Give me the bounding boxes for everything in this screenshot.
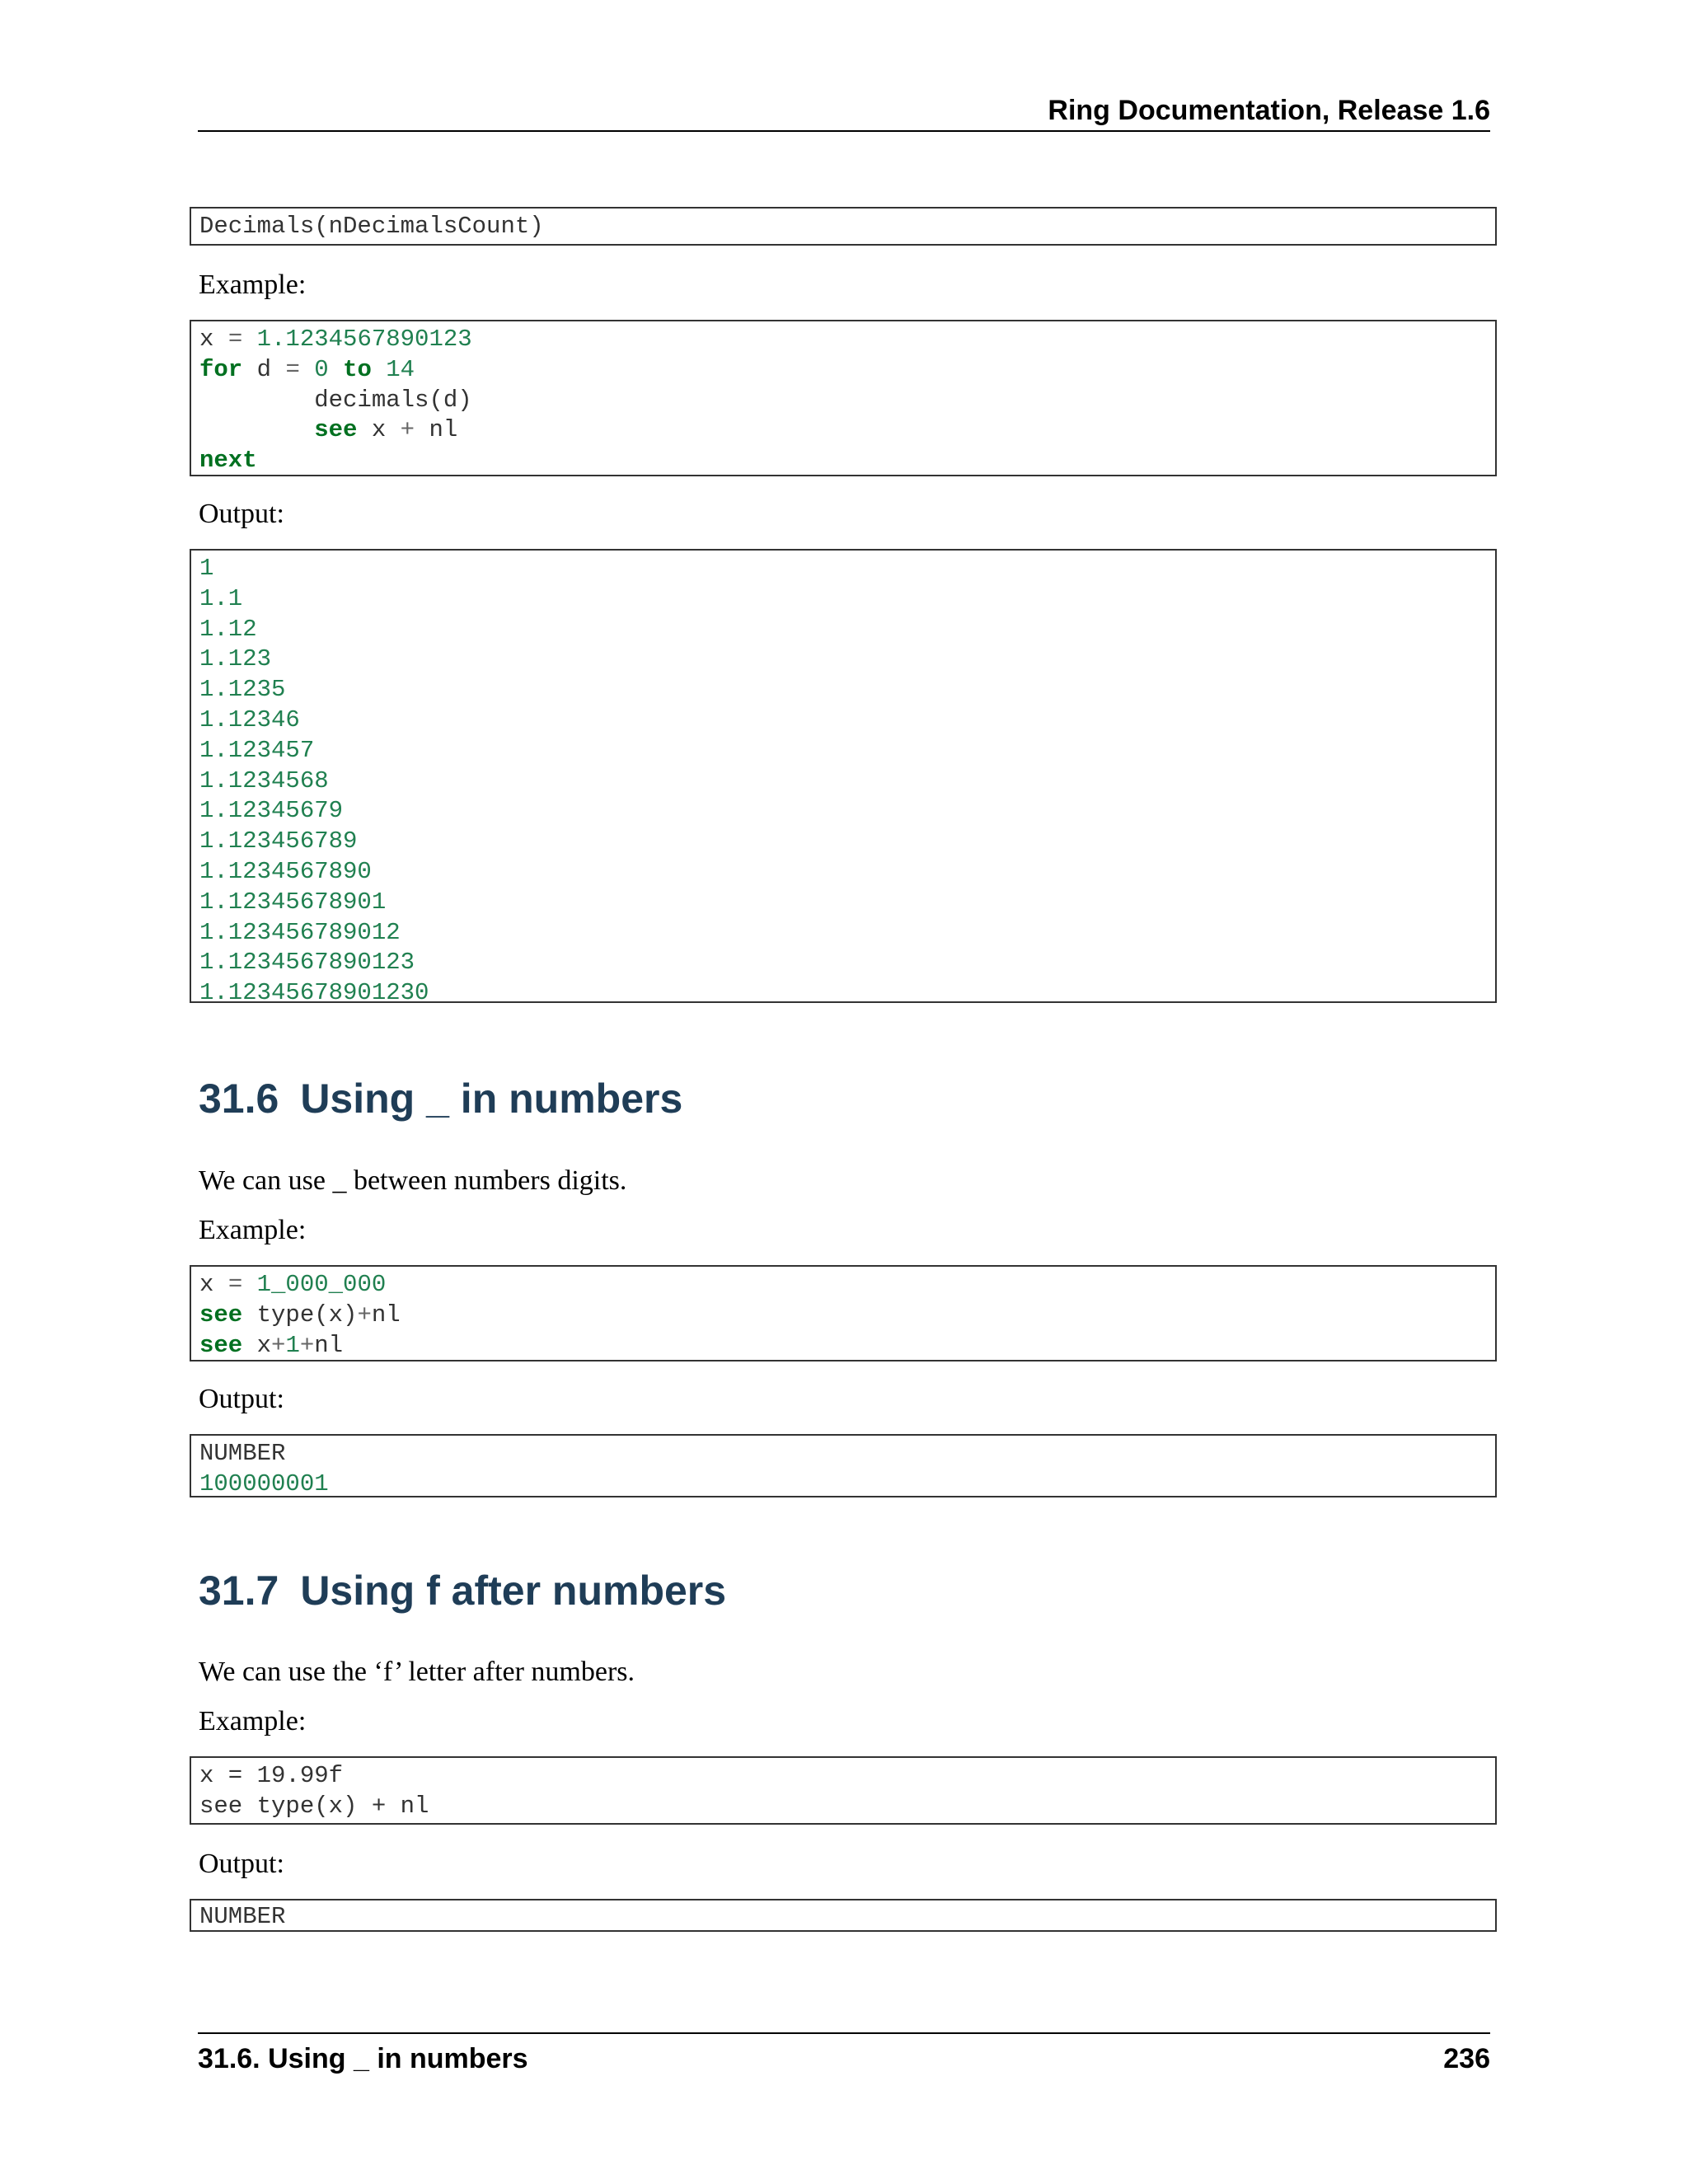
example-label: Example:: [199, 1215, 307, 1245]
output-code-block: [190, 1434, 1497, 1497]
header-rule: [198, 130, 1490, 132]
code-line: x = 19.99f: [199, 1762, 344, 1789]
footer-section-link[interactable]: 31.6. Using _ in numbers: [198, 2043, 528, 2074]
code-line: x = 1_000_000: [199, 1271, 387, 1298]
example-code-block: [190, 1265, 1497, 1361]
example-code-block: [190, 320, 1497, 476]
page-number: 236: [1443, 2043, 1490, 2074]
output-label: Output:: [199, 1384, 284, 1414]
output-line: 1.12345679: [199, 797, 344, 825]
output-line: 1.1234567890: [199, 857, 372, 885]
output-line: 1.123456789012: [199, 918, 401, 946]
syntax-code-block: [190, 207, 1497, 246]
output-line: 1.1: [199, 584, 243, 612]
code-line: for d = 0 to 14: [199, 355, 415, 383]
footer-rule: [198, 2032, 1490, 2034]
output-line: 1.123: [199, 645, 272, 673]
code-line: x = 1.1234567890123: [199, 326, 472, 353]
output-line: 1.123456789: [199, 827, 358, 855]
section-heading: 31.7 Using f after numbers: [199, 1568, 727, 1614]
output-line: 100000001: [199, 1469, 329, 1497]
output-line: 1: [199, 555, 214, 582]
output-line: 1.12345678901: [199, 888, 387, 916]
code-line: see type(x) + nl: [199, 1792, 429, 1820]
output-line: NUMBER: [199, 1440, 286, 1467]
example-code-block: [190, 1756, 1497, 1825]
output-line: 1.1234568: [199, 766, 329, 794]
output-code-block: [190, 1899, 1497, 1932]
section-heading: 31.6 Using _ in numbers: [199, 1076, 683, 1122]
output-code-block: [190, 549, 1497, 1007]
section-intro: We can use _ between numbers digits.: [199, 1165, 627, 1196]
output-label: Output:: [199, 499, 284, 529]
code-line: next: [199, 447, 257, 475]
output-line: 1.1235: [199, 676, 286, 704]
output-line: 1.1234567890123: [199, 949, 415, 977]
output-label: Output:: [199, 1849, 284, 1879]
code-line: Decimals(nDecimalsCount): [199, 213, 544, 240]
code-line: see type(x)+nl: [199, 1301, 401, 1329]
example-label: Example:: [199, 1706, 307, 1736]
example-label: Example:: [199, 269, 307, 300]
code-line: see x+1+nl: [199, 1331, 344, 1359]
output-line: 1.12345678901230: [199, 979, 429, 1007]
code-line: see x + nl: [314, 416, 458, 444]
section-intro: We can use the ‘f’ letter after numbers.: [199, 1657, 635, 1687]
code-line: decimals(d): [314, 386, 472, 414]
running-header: Ring Documentation, Release 1.6: [1048, 95, 1490, 126]
output-line: NUMBER: [199, 1903, 286, 1930]
output-line: 1.123457: [199, 736, 315, 764]
output-line: 1.12: [199, 615, 257, 643]
output-line: 1.12346: [199, 705, 300, 733]
